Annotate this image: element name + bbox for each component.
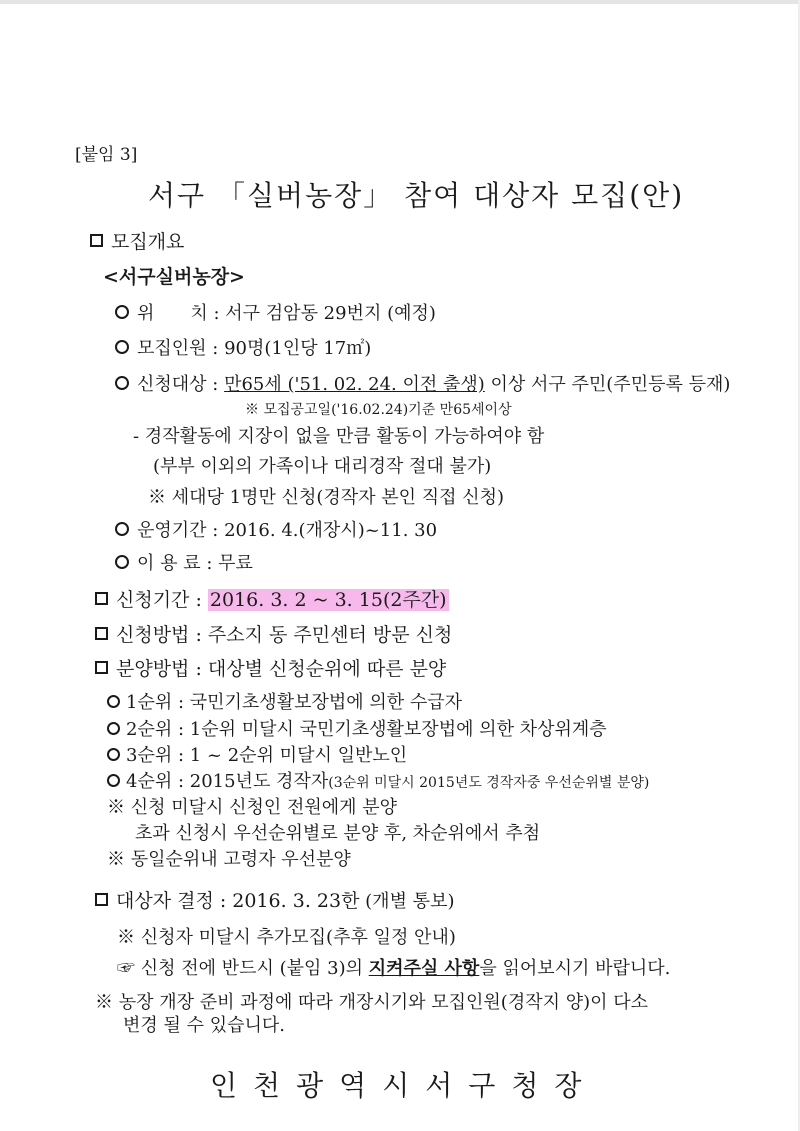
- pointer-suffix: 을 읽어보시기 바랍니다.: [479, 958, 671, 979]
- eligibility-label: 신청대상: [137, 374, 207, 395]
- eligibility-dash-line2: (부부 이외의 가족이나 대리경작 절대 불가): [153, 456, 492, 477]
- checkbox-square-icon: [95, 592, 108, 605]
- overview-fee: 이 용 료 : 무료: [115, 555, 253, 573]
- selection-value-suffix: (개별 통보): [359, 891, 455, 912]
- eligibility-dash-line1: - 경작활동에 지장이 없을 만큼 활동이 가능하여야 함: [133, 426, 545, 447]
- period-value: 2016. 4.(개장시)~11. 30: [224, 520, 438, 541]
- selection-note: ※ 신청자 미달시 추가모집(추후 일정 안내): [117, 927, 456, 948]
- circle-bullet-icon: [115, 340, 129, 354]
- application-period-label: 신청기간: [116, 589, 190, 611]
- eligibility-note: ※ 모집공고일('16.02.24)기준 만65세이상: [245, 402, 512, 418]
- application-method-value: 주소지 동 주민센터 방문 신청: [207, 624, 453, 646]
- overview-period: 운영기간 : 2016. 4.(개장시)~11. 30: [115, 522, 437, 540]
- disclaimer-line1: ※ 농장 개장 준비 과정에 따라 개장시기와 모집인원(경작지 양)이 다소: [95, 992, 649, 1013]
- allocation-rank-1: 1순위 : 국민기초생활보장법에 의한 수급자: [107, 694, 462, 712]
- rank-label: 3순위: [126, 745, 173, 766]
- attachment-tag: [붙임 3]: [75, 145, 138, 165]
- rank-value: 국민기초생활보장법에 의한 수급자: [189, 692, 463, 713]
- checkbox-square-icon: [95, 661, 108, 674]
- application-method-label: 신청방법: [116, 624, 190, 646]
- rank-value: 1 ~ 2순위 미달시 일반노인: [189, 745, 408, 766]
- rank-value-small: (3순위 미달시 2015년도 경작자중 우선순위별 분양): [328, 775, 650, 791]
- rank-value: 2015년도 경작자: [189, 771, 329, 792]
- allocation-rank-2: 2순위 : 1순위 미달시 국민기초생활보장법에 의한 차상위계층: [107, 721, 607, 739]
- allocation-note1-cont: 초과 신청시 우선순위별로 분양 후, 차순위에서 추첨: [135, 823, 541, 844]
- circle-bullet-icon: [107, 722, 120, 735]
- circle-bullet-icon: [115, 305, 129, 319]
- allocation-rank-3: 3순위 : 1 ~ 2순위 미달시 일반노인: [107, 747, 407, 765]
- document-title: 서구 「실버농장」 참여 대상자 모집(안): [148, 179, 685, 212]
- disclaimer-line2: 변경 될 수 있습니다.: [123, 1015, 285, 1036]
- overview-eligibility: 신청대상 : 만65세 ('51. 02. 24. 이전 출생) 이상 서구 주민(주민등록 등재): [115, 376, 730, 394]
- section-overview: [90, 233, 184, 252]
- capacity-label: 모집인원: [137, 338, 207, 359]
- period-label: 운영기간: [137, 520, 207, 541]
- circle-bullet-icon: [115, 522, 129, 536]
- eligibility-value-rest: 이상 서구 주민(주민등록 등재): [484, 374, 731, 395]
- location-value: 서구 검암동 29번지 (예정): [225, 303, 436, 324]
- pointer-prefix: ☞ 신청 전에 반드시 (붙임 3)의: [117, 958, 369, 979]
- overview-location: 위 치 : 서구 검암동 29번지 (예정): [115, 305, 436, 323]
- eligibility-dash-note: ※ 세대당 1명만 신청(경작자 본인 직접 신청): [148, 487, 505, 508]
- circle-bullet-icon: [107, 774, 120, 787]
- allocation-label: 분양방법: [116, 658, 190, 680]
- circle-bullet-icon: [107, 695, 120, 708]
- circle-bullet-icon: [115, 376, 129, 390]
- issuer-footer: 인천광역시서구청장: [210, 1069, 598, 1102]
- allocation-note2: ※ 동일순위내 고령자 우선분양: [107, 849, 351, 870]
- rank-label: 1순위: [126, 692, 173, 713]
- checkbox-square-icon: [95, 893, 108, 906]
- overview-subheading: <서구실버농장>: [103, 266, 245, 288]
- pointer-emphasis: 지켜주실 사항: [368, 958, 480, 979]
- capacity-value: 90명(1인당 17㎡): [224, 338, 372, 359]
- circle-bullet-icon: [115, 555, 129, 569]
- selection-value: 2016. 3. 23한: [232, 890, 360, 912]
- section-selection: 대상자 결정 : 2016. 3. 23한 (개별 통보): [95, 892, 454, 911]
- rank-label: 4순위: [126, 771, 173, 792]
- location-label: 위 치: [137, 303, 208, 324]
- checkbox-square-icon: [95, 627, 108, 640]
- selection-label: 대상자 결정: [116, 890, 214, 912]
- allocation-note1: ※ 신청 미달시 신청인 전원에게 분양: [107, 797, 398, 818]
- section-overview-heading: 모집개요: [111, 231, 185, 253]
- section-application-method: 신청방법 : 주소지 동 주민센터 방문 신청: [95, 626, 452, 645]
- rank-value: 1순위 미달시 국민기초생활보장법에 의한 차상위계층: [189, 719, 607, 740]
- selection-pointer: [117, 960, 670, 978]
- allocation-value: 대상별 신청순위에 따른 분양: [207, 658, 447, 680]
- allocation-rank-4: 4순위 : 2015년도 경작자(3순위 미달시 2015년도 경작자중 우선순위별 분양): [107, 773, 649, 791]
- overview-capacity: 모집인원 : 90명(1인당 17㎡): [115, 340, 371, 358]
- fee-label: 이 용 료: [137, 553, 201, 574]
- circle-bullet-icon: [107, 748, 120, 761]
- scan-edge: [0, 0, 800, 4]
- section-allocation: 분양방법 : 대상별 신청순위에 따른 분양: [95, 660, 446, 679]
- application-period-value: 2016. 3. 2 ~ 3. 15(2주간): [209, 589, 447, 611]
- section-application-period: 신청기간 : 2016. 3. 2 ~ 3. 15(2주간): [95, 591, 449, 610]
- checkbox-square-icon: [90, 234, 103, 247]
- eligibility-value-underlined: 만65세 ('51. 02. 24. 이전 출생): [224, 374, 485, 395]
- fee-value: 무료: [218, 553, 253, 574]
- rank-label: 2순위: [126, 719, 173, 740]
